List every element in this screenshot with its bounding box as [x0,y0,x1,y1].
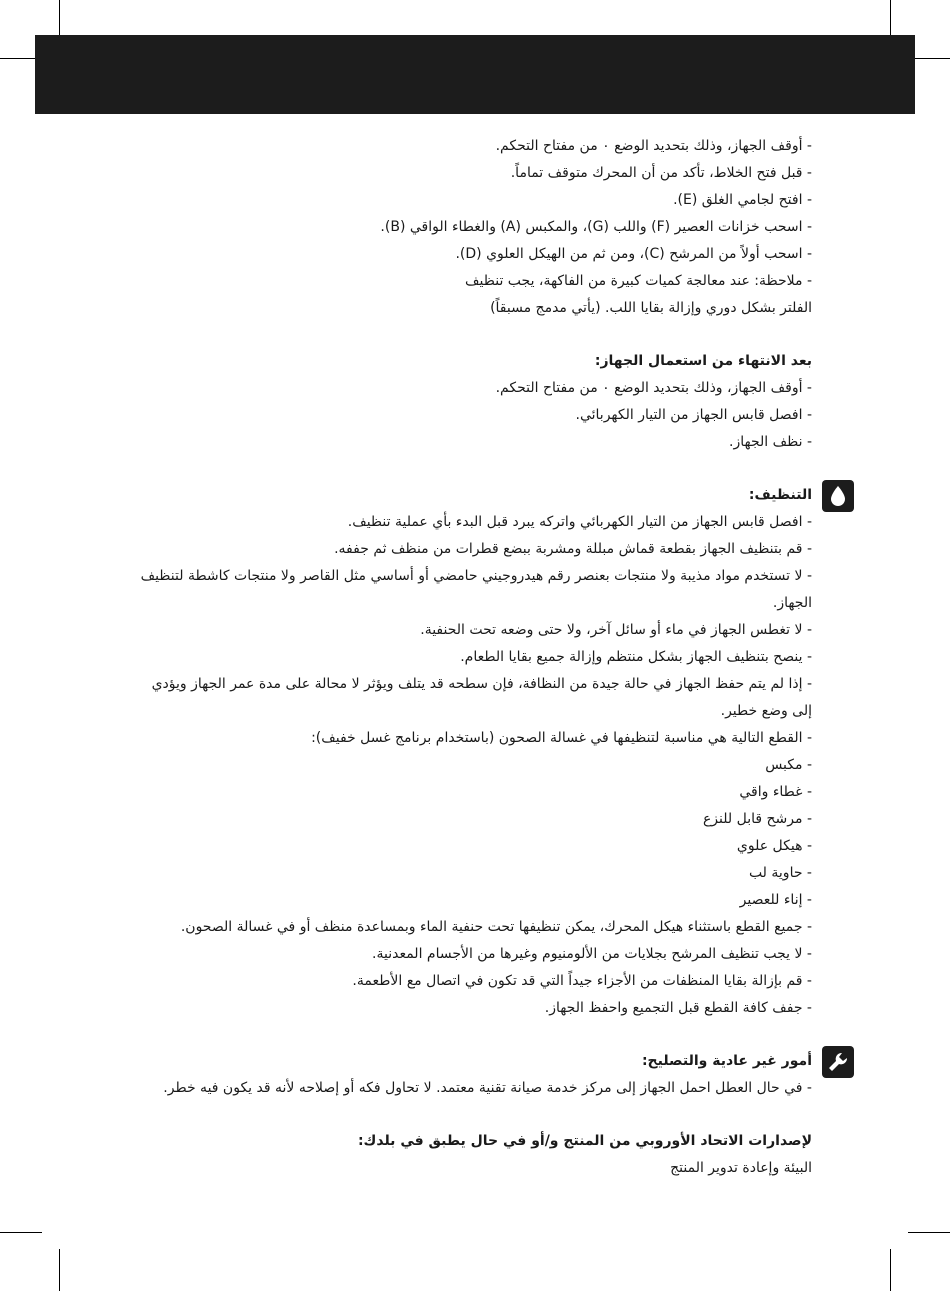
instruction-line: - أوقف الجهاز، وذلك بتحديد الوضع ٠ من مفتاح التحكم. [495,138,812,154]
crop-mark [890,1249,891,1291]
cleaning-section [130,482,812,1022]
instruction-line: - قم بتنظيف الجهاز بقطعة قماش مبللة ومشربة ببضع قطرات من منظف ثم جففه. [334,541,812,557]
instruction-line: - لا تغطس الجهاز في ماء أو سائل آخر، ولا حتى وضعه تحت الحنفية. [420,622,812,638]
after-use-section [130,348,812,456]
list-item: - مكبس [765,757,812,773]
header-bar [35,35,915,114]
crop-mark [0,1232,42,1233]
instruction-line: - قم بإزالة بقايا المنظفات من الأجزاء جيداً التي قد تكون في اتصال مع الأطعمة. [352,973,812,989]
instruction-line: - ينصح بتنظيف الجهاز بشكل منتظم وإزالة جميع بقايا الطعام. [460,649,812,665]
instruction-line: - إذا لم يتم حفظ الجهاز في حالة جيدة من النظافة، فإن سطحه قد يتلف ويؤثر لا محالة على مدة عمر الجهاز ويؤدي [151,676,812,692]
instruction-line: - أوقف الجهاز، وذلك بتحديد الوضع ٠ من مفتاح التحكم. [495,380,812,396]
instruction-line: - اسحب خزانات العصير (F) واللب (G)، والمكبس (A) والغطاء الواقي (B). [380,219,812,235]
water-drop-icon [822,480,854,512]
wrench-icon [822,1046,854,1078]
eu-section [130,1128,812,1182]
list-item: - مرشح قابل للنزع [702,811,812,827]
repair-section [130,1048,812,1102]
list-item: - هيكل علوي [736,838,812,854]
crop-mark [59,1249,60,1291]
instruction-line: - افتح لجامي الغلق (E). [673,192,812,208]
instruction-line: - القطع التالية هي مناسبة لتنظيفها في غسالة الصحون (باستخدام برنامج غسل خفيف): [311,730,812,746]
instruction-line: - افصل قابس الجهاز من التيار الكهربائي. [575,407,812,423]
intro-section [130,133,812,322]
instruction-line: - ملاحظة: عند معالجة كميات كبيرة من الفاكهة، يجب تنظيف [465,273,812,289]
instruction-line: - لا تستخدم مواد مذيبة ولا منتجات بعنصر رقم هيدروجيني حامضي أو أساسي مثل القاصر ولا منتجات كاشطة لتنظيف [140,568,812,584]
instruction-line: الجهاز. [772,595,812,611]
instruction-line: - اسحب أولاً من المرشح (C)، ومن ثم من الهيكل العلوي (D). [455,246,812,262]
instruction-line: - نظف الجهاز. [729,434,812,450]
instruction-line: - في حال العطل احمل الجهاز إلى مركز خدمة صيانة تقنية معتمد. لا تحاول فكه أو إصلاحه لأنه قد يكون فيه خطر. [163,1080,812,1096]
section-heading: التنظيف: [748,487,812,503]
list-item: - غطاء واقي [739,784,812,800]
list-item: - حاوية لب [748,865,812,881]
list-item: - إناء للعصير [739,892,812,908]
instruction-line: - جميع القطع باستثناء هيكل المحرك، يمكن تنظيفها تحت حنفية الماء وبمساعدة منظف أو في غسالة الصحون. [180,919,812,935]
instruction-line: إلى وضع خطير. [720,703,812,719]
eu-line: البيئة وإعادة تدوير المنتج [670,1160,812,1176]
instruction-line: الفلتر بشكل دوري وإزالة بقايا اللب. (يأتي مدمج مسبقاً) [490,300,812,316]
instruction-line: - افصل قابس الجهاز من التيار الكهربائي واتركه يبرد قبل البدء بأي عملية تنظيف. [347,514,812,530]
instruction-line: - جفف كافة القطع قبل التجميع واحفظ الجهاز. [544,1000,812,1016]
page-content [130,133,812,1182]
crop-mark [908,1232,950,1233]
instruction-line: - قبل فتح الخلاط، تأكد من أن المحرك متوقف تماماً. [510,165,812,181]
section-heading: بعد الانتهاء من استعمال الجهاز: [594,353,812,369]
section-heading: لإصدارات الاتحاد الأوروبي من المنتج و/أو في حال يطبق في بلدك: [357,1133,812,1149]
section-heading: أمور غير عادية والتصليح: [641,1053,812,1069]
instruction-line: - لا يجب تنظيف المرشح بجلايات من الألومنيوم وغيرها من الأجسام المعدنية. [372,946,812,962]
